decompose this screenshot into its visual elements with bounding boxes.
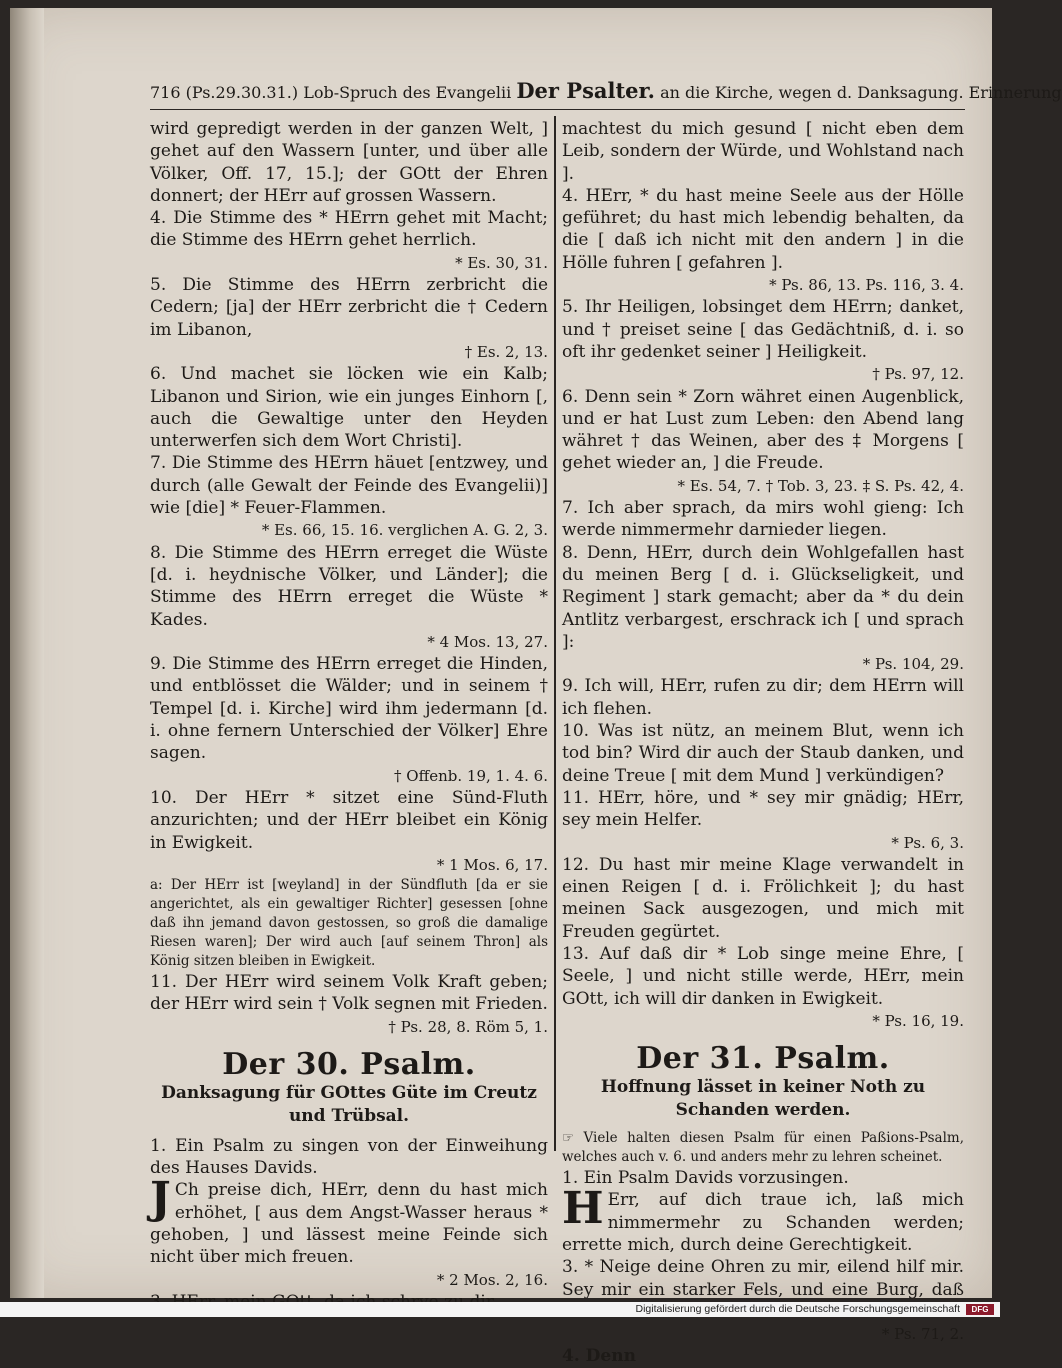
psalm-30-verse-1: 1. Ein Psalm zu singen von der Einweihung des Hauses Davids. [150,1135,548,1179]
psalm-31-subtitle: Hoffnung lässet in keiner Noth zu Schanden werden. [600,1077,926,1120]
right-column-paragraph: 11. HErr, höre, und * sey mir gnädig; HErr, sey mein Helfer. [562,787,964,831]
psalm-31-heading: Der 31. Psalm. [636,1041,890,1077]
left-column-paragraph: wird gepredigt werden in der ganzen Welt, ] gehet auf den Wassern [unter, und über alle Völker, Off. 17, 15.]; der GOtt der Ehren donnert; der HErr auf grossen Wassern. [150,119,548,206]
drop-cap: J [150,1173,171,1225]
left-column-paragraph: 5. Die Stimme des HErrn zerbricht die Cedern; [ja] der HErr zerbricht die † Cedern im Libanon, [150,275,548,340]
left-column-paragraph: † Offenb. 19, 1. 4. 6. [394,766,548,785]
right-column-paragraph: 8. Denn, HErr, durch dein Wohlgefallen hast du meinen Berg [ d. i. Glückseligkeit, und Regiment ] stark gemacht; aber da * du dein Antlitz verbargest, erschrack ich [ und sprach ]: [562,542,964,652]
right-column-paragraph: 12. Du hast mir meine Klage verwandelt in einen Reigen [ d. i. Frölichkeit ]; du hast meinen Sack ausgezogen, und mich mit Freuden gegürtet. [562,854,964,942]
left-column-paragraph: † Ps. 28, 8. Röm 5, 1. [388,1017,548,1036]
header-ref: (Ps.29.30.31.) [185,83,299,102]
column-divider [554,116,556,1151]
left-column-paragraph: † Es. 2, 13. [464,342,548,361]
catchword: 4. Denn [562,1346,636,1367]
footer-credit: Digitalisierung gefördert durch die Deutsche Forschungsgemeinschaft [635,1303,960,1315]
right-column-paragraph: 6. Denn sein * Zorn währet einen Augenblick, und er hat Lust zum Leben: den Abend lang währet † das Weinen, aber des ‡ Morgens [ gehet wieder an, ] die Freude. [562,386,964,474]
left-column-paragraph: * Es. 30, 31. [455,253,548,272]
right-column-paragraph: 5. Ihr Heiligen, lobsinget dem HErrn; danket, und † preiset seine [ das Gedächtniß, d. i. so oft ihr gedenket seiner ] Heiligkeit. [562,297,964,362]
psalm-30-heading: Der 30. Psalm. [222,1046,476,1082]
right-column-paragraph: 7. Ich aber sprach, da mirs wohl gieng: Ich werde nimmermehr darnieder liegen. [562,498,964,541]
left-column-paragraph: 4. Die Stimme des * HErrn gehet mit Macht; die Stimme des HErrn gehet herrlich. [150,208,548,251]
left-column-paragraph: * 1 Mos. 6, 17. [436,855,548,874]
digitization-footer [0,1302,1000,1317]
psalm-31-verse-3-ref: * Ps. 71, 2. [881,1325,964,1344]
drop-cap: H [562,1183,604,1235]
right-column-paragraph: 4. HErr, * du hast meine Seele aus der Hölle geführet; du hast mich lebendig behalten, da die [ daß ich nicht mit den andern ] in die Hölle fuhren [ gefahren ]. [562,185,964,273]
psalm-31-verse-2: H Err, auf dich traue ich, laß mich nimmermehr zu Schanden werden; errette mich, durch deine Gerechtigkeit. [562,1183,964,1255]
left-column-paragraph: 11. Der HErr wird seinem Volk Kraft geben; der HErr wird sein † Volk segnen mit Frieden. [150,972,548,1015]
right-column-paragraph: † Ps. 97, 12. [872,365,964,384]
header-center-title: Der Psalter. [516,78,655,103]
right-column-paragraph: * Ps. 16, 19. [872,1011,964,1030]
psalm-30-verse-2: J Ch preise dich, HErr, denn du hast mich erhöhet, [ aus dem Angst-Wasser heraus * gehoben, ] und lässest meine Feinde sich nicht über mich freuen. [150,1173,548,1268]
left-column-paragraph: * Es. 66, 15. 16. verglichen A. G. 2, 3. [261,521,548,540]
right-column-paragraph: 9. Ich will, HErr, rufen zu dir; dem HErrn will ich flehen. [562,676,964,719]
dfg-logo: DFG [966,1304,994,1315]
left-column-paragraph: * 4 Mos. 13, 27. [427,632,548,651]
right-column-paragraph: * Ps. 104, 29. [862,655,964,674]
book-spine-shadow [10,8,44,1298]
psalm-30-verse-2-ref: * 2 Mos. 2, 16. [436,1270,548,1289]
left-column-paragraph: 7. Die Stimme des HErrn häuet [entzwey, und durch (alle Gewalt der Feinde des Evangelii)] wie [die] * Feuer-Flammen. [150,453,548,519]
right-column-paragraph: 13. Auf daß dir * Lob singe meine Ehre, [ Seele, ] und nicht stille werde, HErr, mein GOtt, ich will dir danken in Ewigkeit. [562,943,964,1009]
page-header [150,78,1062,110]
header-right-title: an die Kirche, wegen d. Danksagung. Erinnerung [660,83,1062,102]
psalm-31-verse-1: 1. Ein Psalm Davids vorzusingen. [562,1168,849,1189]
left-column-paragraph: 10. Der HErr * sitzet eine Sünd-Fluth anzurichten; und der HErr bleibet ein König in Ewigkeit. [150,787,548,853]
psalm-29-text [150,118,548,1038]
header-left-title: Lob-Spruch des Evangelii [303,83,512,102]
right-column [562,118,964,1368]
left-column-paragraph: 9. Die Stimme des HErrn erreget die Hinden, und entblösset die Wälder; und in seinem † Tempel [d. i. Kirche] wird ihm jedermann [d. i. ohne fernern Unterschied der Völker] Ehre sagen. [150,654,548,764]
right-column-paragraph: * Ps. 86, 13. Ps. 116, 3. 4. [769,276,964,295]
psalm-30-continued-text [562,118,964,1032]
right-column-paragraph: machtest du mich gesund [ nicht eben dem Leib, sondern der Würde, und Wohlstand nach ]. [562,119,964,184]
right-column-paragraph: * Es. 54, 7. † Tob. 3, 23. ‡ S. Ps. 42, 4. [677,476,964,495]
page-number: 716 [150,83,181,102]
left-column-paragraph: a: Der HErr ist [weyland] in der Sündfluth [da er sie angerichtet, als ein gewaltiger Richter] gesessen [ohne daß ihn jemand davon gestossen, so groß die damalige Riesen waren]; Der wird auch [auf seinem Thron] als König sitzen bleiben in Ewigkeit. [150,877,548,970]
left-column-paragraph: 6. Und machet sie löcken wie ein Kalb; Libanon und Sirion, wie ein junges Einhorn [, auch die Gewaltige unter den Heyden unterwerfen sich dem Wort Christi]. [150,364,548,452]
left-column [150,118,548,1313]
right-column-paragraph: 10. Was ist nütz, an meinem Blut, wenn ich tod bin? Wird dir auch der Staub danken, und deine Treue [ mit dem Mund ] verkündigen? [562,721,964,786]
left-column-paragraph: 8. Die Stimme des HErrn erreget die Wüste [d. i. heydnische Völker, und Länder]; die Stimme des HErrn erreget die Wüste * Kades. [150,542,548,630]
right-column-paragraph: * Ps. 6, 3. [891,833,964,852]
psalm-31-note: ☞ Viele halten diesen Psalm für einen Paßions-Psalm, welches auch v. 6. und anders mehr zu lehren scheinet. [562,1130,964,1166]
psalm-31-verse-3: 3. * Neige deine Ohren zu mir, eilend hilf mir. Sey mir ein starker Fels, und eine Burg, daß [562,1257,964,1300]
psalm-30-subtitle: Danksagung für GOttes Güte im Creutz und Trübsal. [161,1083,537,1126]
